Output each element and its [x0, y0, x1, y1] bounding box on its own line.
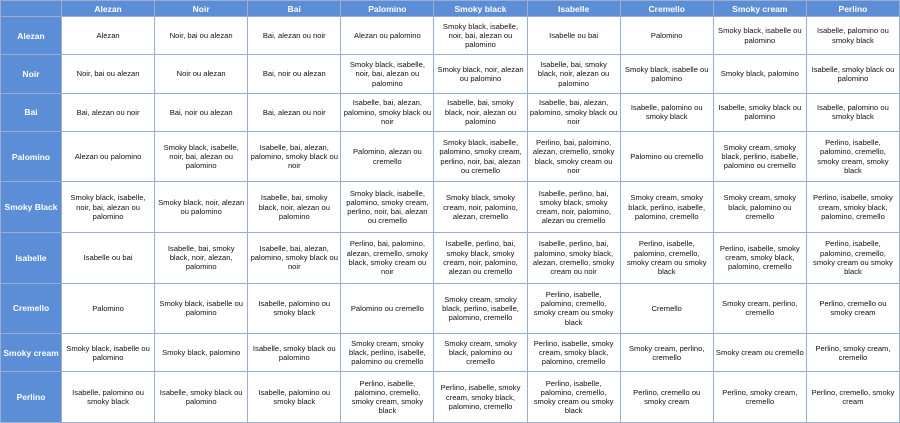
table-cell: Smoky cream, smoky black, perlino, isabelle, palomino ou cremello	[713, 131, 806, 182]
table-row	[1, 93, 900, 131]
table-cell: Isabelle, palomino ou smoky black	[806, 93, 899, 131]
table-cell: Smoky cream, perlino, cremello	[620, 334, 713, 372]
table-cell: Isabelle, bai, smoky black, noir, alezan ou palomino	[248, 182, 341, 233]
row-header: Smoky cream	[1, 334, 62, 372]
table-row	[1, 55, 900, 93]
table-row	[1, 17, 900, 55]
table-cell: Smoky black, isabelle, noir, bai, alezan ou palomino	[341, 55, 434, 93]
table-cell: Isabelle, bai, alezan, palomino, smoky black ou noir	[527, 93, 620, 131]
table-header	[1, 1, 900, 17]
table-cell: Isabelle, smoky black ou palomino	[806, 55, 899, 93]
table-cell: Palomino ou cremello	[341, 283, 434, 334]
table-cell: Bai, noir ou alezan	[155, 93, 248, 131]
table-cell: Bai, noir ou alezan	[248, 55, 341, 93]
table-cell: Isabelle, smoky black ou palomino	[248, 334, 341, 372]
column-header: Cremello	[620, 1, 713, 17]
row-header: Smoky Black	[1, 182, 62, 233]
table-cell: Perlino, isabelle, smoky cream, smoky black, palomino, cremello	[527, 334, 620, 372]
table-cell: Smoky black, smoky cream, noir, palomino, alezan, cremello	[434, 182, 527, 233]
header-row	[1, 1, 900, 17]
table-cell: Perlino, isabelle, palomino, cremello, smoky cream, smoky black	[341, 372, 434, 423]
table-cell: Palomino	[62, 283, 155, 334]
row-header: Noir	[1, 55, 62, 93]
corner-cell	[1, 1, 62, 17]
table-cell: Isabelle ou bai	[527, 17, 620, 55]
table-cell: Smoky black, palomino	[713, 55, 806, 93]
table-cell: Smoky black, isabelle ou palomino	[620, 55, 713, 93]
table-cell: Smoky black, isabelle ou palomino	[62, 334, 155, 372]
table-row	[1, 182, 900, 233]
table-cell: Perlino, isabelle, palomino, cremello, smoky cream ou smoky black	[527, 372, 620, 423]
row-header: Cremello	[1, 283, 62, 334]
table-cell: Cremello	[620, 283, 713, 334]
column-header: Isabelle	[527, 1, 620, 17]
table-cell: Smoky cream, smoky black, perlino, isabelle, palomino, cremello	[434, 283, 527, 334]
table-cell: Smoky black, isabelle, palomino, smoky cream, perlino, noir, bai, alezan ou cremello	[341, 182, 434, 233]
table-cell: Bai, alezan ou noir	[248, 17, 341, 55]
table-row	[1, 283, 900, 334]
table-cell: Smoky cream ou cremello	[713, 334, 806, 372]
table-cell: Perlino, cremello ou smoky cream	[806, 283, 899, 334]
table-cell: Smoky cream, perlino, cremello	[713, 283, 806, 334]
table-cell: Noir, bai ou alezan	[62, 55, 155, 93]
table-cell: Perlino, cremello ou smoky cream	[620, 372, 713, 423]
table-cell: Perlino, isabelle, smoky cream, smoky black, palomino, cremello	[713, 232, 806, 283]
column-header: Alezan	[62, 1, 155, 17]
table-cell: Isabelle, bai, smoky black, noir, alezan ou palomino	[527, 55, 620, 93]
row-header: Alezan	[1, 17, 62, 55]
table-cell: Smoky cream, smoky black, palomino ou cremello	[434, 334, 527, 372]
table-cell: Palomino	[620, 17, 713, 55]
table-cell: Isabelle, palomino ou smoky black	[248, 372, 341, 423]
table-cell: Isabelle, bai, smoky black, noir, alezan, palomino	[155, 232, 248, 283]
table-cell: Perlino, isabelle, palomino, cremello, smoky cream ou smoky black	[806, 232, 899, 283]
column-header: Smoky cream	[713, 1, 806, 17]
row-header: Bai	[1, 93, 62, 131]
table-cell: Smoky black, palomino	[155, 334, 248, 372]
table-cell: Isabelle, palomino ou smoky black	[806, 17, 899, 55]
table-cell: Smoky black, isabelle, noir, bai, alezan ou palomino	[155, 131, 248, 182]
table-cell: Smoky black, isabelle, palomino, smoky cream, perlino, noir, bai, alezan ou cremello	[434, 131, 527, 182]
table-row	[1, 232, 900, 283]
table-cell: Smoky black, noir, alezan ou palomino	[155, 182, 248, 233]
table-cell: Perlino, bai, palomino, alezan, cremello, smoky black, smoky cream ou noir	[341, 232, 434, 283]
row-header: Palomino	[1, 131, 62, 182]
table-cell: Perlino, isabelle, palomino, cremello, smoky cream ou smoky black	[620, 232, 713, 283]
row-header: Perlino	[1, 372, 62, 423]
table-cell: Alezan ou palomino	[341, 17, 434, 55]
column-header: Smoky black	[434, 1, 527, 17]
table-cell: Palomino ou cremello	[620, 131, 713, 182]
table-row	[1, 372, 900, 423]
column-header: Noir	[155, 1, 248, 17]
table-cell: Isabelle, palomino ou smoky black	[620, 93, 713, 131]
table-cell: Bai, alezan ou noir	[62, 93, 155, 131]
table-cell: Perlino, bai, palomino, alezan, cremello, smoky black, smoky cream ou noir	[527, 131, 620, 182]
table-cell: Smoky cream, smoky black, palomino ou cremello	[713, 182, 806, 233]
table-cell: Isabelle, smoky black ou palomino	[155, 372, 248, 423]
table-cell: Perlino, cremello, smoky cream	[806, 372, 899, 423]
table-cell: Isabelle, bai, alezan, palomino, smoky black ou noir	[248, 131, 341, 182]
table-cell: Perlino, smoky cream, cremello	[713, 372, 806, 423]
table-cell: Alezan ou palomino	[62, 131, 155, 182]
table-cell: Smoky black, isabelle, noir, bai, alezan ou palomino	[62, 182, 155, 233]
table-cell: Perlino, isabelle, smoky cream, smoky black, palomino, cremello	[434, 372, 527, 423]
table-cell: Isabelle, bai, alezan, palomino, smoky black ou noir	[248, 232, 341, 283]
table-cell: Smoky black, isabelle ou palomino	[713, 17, 806, 55]
table-cell: Isabelle ou bai	[62, 232, 155, 283]
table-cell: Perlino, smoky cream, cremello	[806, 334, 899, 372]
table-cell: Palomino, alezan ou cremello	[341, 131, 434, 182]
table-body	[1, 17, 900, 423]
table-cell: Smoky cream, smoky black, perlino, isabelle, palomino, cremello	[620, 182, 713, 233]
table-cell: Alezan	[62, 17, 155, 55]
table-row	[1, 131, 900, 182]
row-header: Isabelle	[1, 232, 62, 283]
table-cell: Smoky cream, smoky black, perlino, isabelle, palomino ou cremello	[341, 334, 434, 372]
table-cell: Isabelle, smoky black ou palomino	[713, 93, 806, 131]
table-cell: Isabelle, palomino ou smoky black	[248, 283, 341, 334]
table-cell: Bai, alezan ou noir	[248, 93, 341, 131]
table-cell: Perlino, isabelle, smoky cream, smoky black, palomino, cremello	[806, 182, 899, 233]
table-cell: Isabelle, bai, smoky black, noir, alezan ou palomino	[434, 93, 527, 131]
table-cell: Isabelle, perlino, bai, palomino, smoky black, alezan, cremello, smoky cream ou noir	[527, 232, 620, 283]
table-cell: Noir ou alezan	[155, 55, 248, 93]
table-cell: Isabelle, perlino, bai, smoky black, smoky cream, noir, palomino, alezan ou cremello	[434, 232, 527, 283]
table-cell: Smoky black, isabelle ou palomino	[155, 283, 248, 334]
table-row	[1, 334, 900, 372]
table-cell: Noir, bai ou alezan	[155, 17, 248, 55]
table-cell: Perlino, isabelle, palomino, cremello, smoky cream ou smoky black	[527, 283, 620, 334]
column-header: Bai	[248, 1, 341, 17]
table-cell: Perlino, isabelle, palomino, cremello, smoky cream, smoky black	[806, 131, 899, 182]
table-cell: Isabelle, bai, alezan, palomino, smoky black ou noir	[341, 93, 434, 131]
table-cell: Isabelle, palomino ou smoky black	[62, 372, 155, 423]
table-cell: Smoky black, noir, alezan ou palomino	[434, 55, 527, 93]
column-header: Perlino	[806, 1, 899, 17]
table-cell: Smoky black, isabelle, noir, bai, alezan ou palomino	[434, 17, 527, 55]
column-header: Palomino	[341, 1, 434, 17]
table-cell: Isabelle, perlino, bai, smoky black, smoky cream, noir, palomino, alezan ou cremello	[527, 182, 620, 233]
